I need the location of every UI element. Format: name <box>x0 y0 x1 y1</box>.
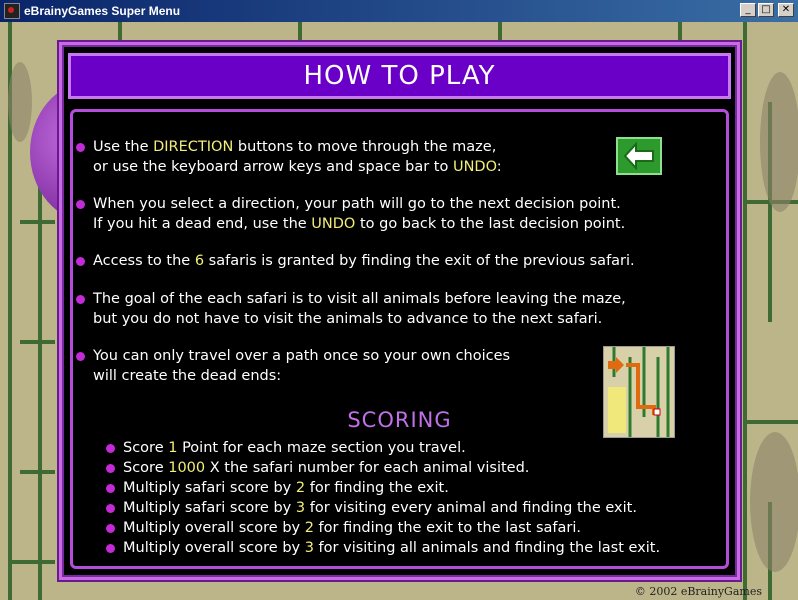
left-arrow-glyph <box>622 142 656 170</box>
copyright-text: © 2002 eBrainyGames <box>634 585 762 598</box>
instruction-line <box>93 157 502 177</box>
text-segment: X the safari number for each animal visited. <box>205 460 530 476</box>
score-text <box>123 460 529 476</box>
highlight-text: 2 <box>304 520 314 536</box>
instruction-line <box>93 194 625 214</box>
instruction-line <box>93 346 510 366</box>
highlight-text: 3 <box>304 540 314 556</box>
score-text <box>123 540 660 556</box>
text-segment: for visiting every animal and finding the exit. <box>305 500 637 516</box>
bullet-icon <box>76 352 85 361</box>
text-segment: Point for each maze section you travel. <box>177 440 466 456</box>
text-segment: You can only travel over a path once so your own choices <box>93 348 511 364</box>
bullet-icon <box>106 484 115 493</box>
bullet-icon <box>106 464 115 473</box>
highlight-text: 1000 <box>168 460 206 476</box>
instruction-line <box>93 309 626 329</box>
instruction-item <box>93 251 635 271</box>
how-to-play-panel <box>59 42 740 580</box>
instruction-item <box>93 346 510 386</box>
bullet-icon <box>106 444 115 453</box>
bullet-icon <box>76 257 85 266</box>
instruction-item <box>93 137 502 177</box>
maximize-button[interactable]: □ <box>758 3 774 17</box>
app-icon <box>4 3 20 19</box>
instruction-line <box>93 366 510 386</box>
text-segment: Access to the <box>93 253 195 269</box>
highlight-text: 6 <box>194 253 205 269</box>
bullet-icon <box>106 504 115 513</box>
score-text <box>123 500 637 516</box>
score-item <box>123 478 449 498</box>
panel-header <box>68 53 731 99</box>
bullet-icon <box>76 143 85 152</box>
instruction-item <box>93 289 626 329</box>
text-segment: will create the dead ends: <box>93 368 282 384</box>
score-text <box>123 520 581 536</box>
highlight-text: 1 <box>168 440 178 456</box>
text-segment: If you hit a dead end, use the <box>93 216 312 232</box>
score-item <box>123 538 660 558</box>
text-segment: but you do not have to visit the animals to advance to the next safari. <box>93 311 603 327</box>
close-button[interactable]: ✕ <box>778 3 794 17</box>
instructions-content <box>70 109 729 569</box>
highlight-text: UNDO <box>311 216 356 232</box>
minimize-button[interactable]: _ <box>740 3 756 17</box>
text-segment: buttons to move through the maze, <box>233 139 497 155</box>
instruction-line <box>93 251 635 271</box>
text-segment: or use the keyboard arrow keys and space bar to <box>93 159 453 175</box>
score-item <box>123 518 581 538</box>
highlight-text: UNDO <box>452 159 497 175</box>
text-segment: Use the <box>93 139 154 155</box>
text-segment: Score <box>123 460 169 476</box>
window-title: eBrainyGames Super Menu <box>24 4 181 18</box>
instruction-item <box>93 194 625 234</box>
left-arrow-icon <box>616 137 662 175</box>
title-bar <box>0 0 798 22</box>
text-segment: Multiply safari score by <box>123 500 296 516</box>
text-segment: Multiply overall score by <box>123 540 305 556</box>
text-segment: : <box>496 159 502 175</box>
bullet-icon <box>106 524 115 533</box>
bullet-icon <box>106 544 115 553</box>
page-title: HOW TO PLAY <box>303 61 496 91</box>
window-controls <box>740 3 794 17</box>
instruction-line <box>93 289 626 309</box>
text-segment: The goal of the each safari is to visit all animals before leaving the maze, <box>93 291 626 307</box>
text-segment: for visiting all animals and finding the last exit. <box>313 540 661 556</box>
score-text <box>123 480 449 496</box>
instruction-line <box>93 214 625 234</box>
text-segment: Multiply overall score by <box>123 520 305 536</box>
score-text <box>123 440 466 456</box>
scoring-title: SCORING <box>347 408 452 432</box>
text-segment: to go back to the last decision point. <box>355 216 626 232</box>
instruction-line <box>93 137 502 157</box>
bullet-icon <box>76 200 85 209</box>
score-item <box>123 498 637 518</box>
bullet-icon <box>76 295 85 304</box>
score-item <box>123 458 529 478</box>
text-segment: for finding the exit. <box>305 480 449 496</box>
text-segment: for finding the exit to the last safari. <box>313 520 582 536</box>
text-segment: safaris is granted by finding the exit of the previous safari. <box>204 253 635 269</box>
score-item <box>123 438 466 458</box>
highlight-text: 2 <box>295 480 306 496</box>
text-segment: Multiply safari score by <box>123 480 296 496</box>
text-segment: When you select a direction, your path will go to the next decision point. <box>93 196 621 212</box>
highlight-text: DIRECTION <box>153 139 234 155</box>
text-segment: Score <box>123 440 169 456</box>
highlight-text: 3 <box>295 500 306 516</box>
